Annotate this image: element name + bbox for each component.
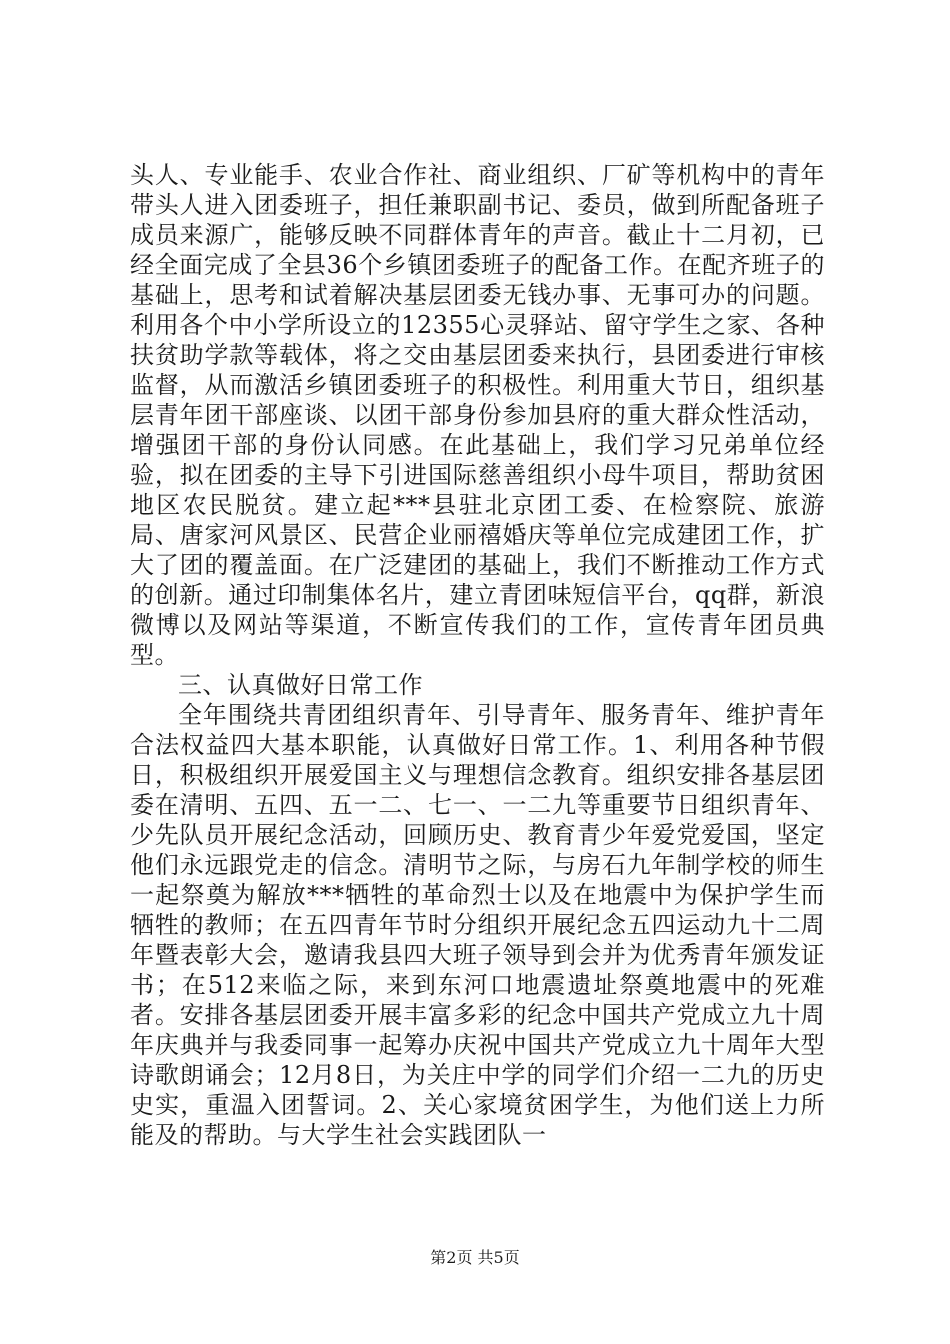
body-paragraph: 头人、专业能手、农业合作社、商业组织、厂矿等机构中的青年带头人进入团委班子，担任兼职副书记、委员，做到所配备班子成员来源广，能够反映不同群体青年的声音。截止十二月初，已经全面完成了全县36个乡镇团委班子的配备工作。在配齐班子的基础上，思考和试着解决基层团委无钱办事、无事可办的问题。利用各个中小学所设立的12355心灵驿站、留守学生之家、各种扶贫助学款等载体，将之交由基层团委来执行，县团委进行审核监督，从而激活乡镇团委班子的积极性。利用重大节日，组织基层青年团干部座谈、以团干部身份参加县府的重大群众性活动，增强团干部的身份认同感。在此基础上，我们学习兄弟单位经验，拟在团委的主导下引进国际慈善组织小母牛项目，帮助贫困地区农民脱贫。建立起***县驻北京团工委、在检察院、旅游局、唐家河风景区、民营企业丽禧婚庆等单位完成建团工作，扩大了团的覆盖面。在广泛建团的基础上，我们不断推动工作方式的创新。通过印制集体名片，建立青团味短信平台，qq群，新浪微博以及网站等渠道，不断宣传我们的工作，宣传青年团员典型。 bbox=[130, 161, 825, 669]
page-number: 第2页 共5页 bbox=[430, 1248, 520, 1267]
section-heading: 三、认真做好日常工作 bbox=[178, 671, 423, 699]
document-body bbox=[130, 160, 825, 1150]
body-paragraph: 全年围绕共青团组织青年、引导青年、服务青年、维护青年合法权益四大基本职能，认真做好日常工作。1、利用各种节假日，积极组织开展爱国主义与理想信念教育。组织安排各基层团委在清明、五四、五一二、七一、一二九等重要节日组织青年、少先队员开展纪念活动，回顾历史、教育青少年爱党爱国，坚定他们永远跟党走的信念。清明节之际，与房石九年制学校的师生一起祭奠为解放***牺牲的革命烈士以及在地震中为保护学生而牺牲的教师；在五四青年节时分组织开展纪念五四运动九十二周年暨表彰大会，邀请我县四大班子领导到会并为优秀青年颁发证书；在512来临之际，来到东河口地震遗址祭奠地震中的死难者。安排各基层团委开展丰富多彩的纪念中国共产党成立九十周年庆典并与我委同事一起筹办庆祝中国共产党成立九十周年大型诗歌朗诵会；12月8日，为关庄中学的同学们介绍一二九的历史史实，重温入团誓词。2、关心家境贫困学生，为他们送上力所能及的帮助。与大学生社会实践团队一 bbox=[130, 701, 825, 1149]
